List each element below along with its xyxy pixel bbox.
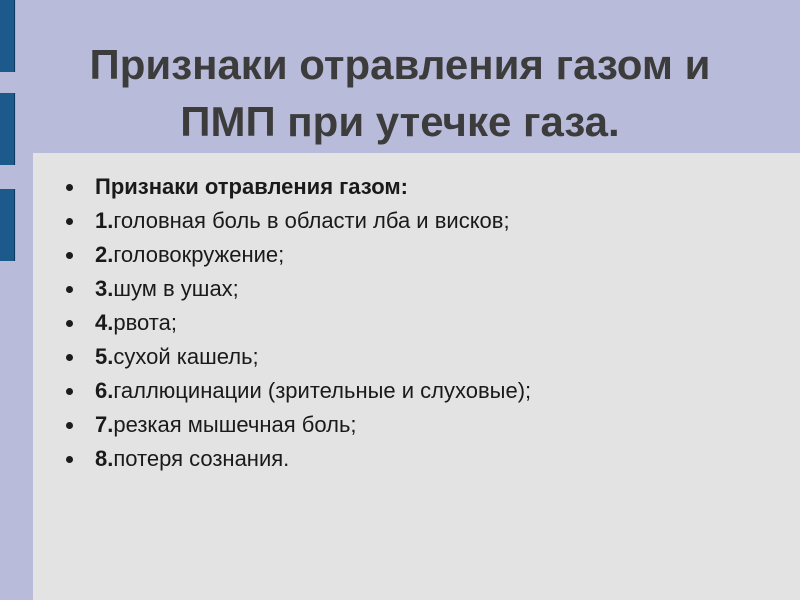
slide-title (40, 36, 760, 150)
list-item-number: 2. (95, 242, 114, 267)
bullet-dot-icon (66, 252, 73, 259)
list-item-text: сухой кашель; (113, 344, 259, 369)
bullet-dot-icon (66, 184, 73, 191)
list-heading (62, 170, 782, 204)
decorative-tab-1 (0, 0, 15, 72)
list-item-number: 3. (95, 276, 114, 301)
list-item-text: потеря сознания. (113, 446, 290, 471)
list-item (62, 442, 782, 476)
decorative-tab-2 (0, 93, 15, 165)
bullet-dot-icon (66, 218, 73, 225)
decorative-tab-3 (0, 189, 15, 261)
list-item-number: 8. (95, 446, 114, 471)
bullet-dot-icon (66, 320, 73, 327)
list-heading-text: Признаки отравления газом: (95, 174, 408, 199)
list-item-number: 5. (95, 344, 114, 369)
list-item-text: резкая мышечная боль; (113, 412, 357, 437)
bullet-dot-icon (66, 422, 73, 429)
list-item-number: 1. (95, 208, 114, 233)
bullet-dot-icon (66, 388, 73, 395)
list-item (62, 204, 782, 238)
list-item-number: 7. (95, 412, 114, 437)
list-item-text: головная боль в области лба и висков; (113, 208, 510, 233)
slide-title-line-1: Признаки отравления газом и (89, 41, 711, 88)
list-item (62, 306, 782, 340)
list-item-text: шум в ушах; (113, 276, 239, 301)
list-item-text: галлюцинации (зрительные и слуховые); (113, 378, 532, 403)
list-item (62, 238, 782, 272)
bullet-dot-icon (66, 354, 73, 361)
list-item (62, 408, 782, 442)
slide-title-line-2: ПМП при утечке газа. (180, 98, 620, 145)
bullet-dot-icon (66, 286, 73, 293)
list-item (62, 340, 782, 374)
list-item (62, 272, 782, 306)
list-item-text: головокружение; (113, 242, 285, 267)
list-item-number: 4. (95, 310, 114, 335)
list-item-number: 6. (95, 378, 114, 403)
list-item-text: рвота; (113, 310, 177, 335)
list-item (62, 374, 782, 408)
bullet-list (62, 170, 782, 476)
bullet-dot-icon (66, 456, 73, 463)
